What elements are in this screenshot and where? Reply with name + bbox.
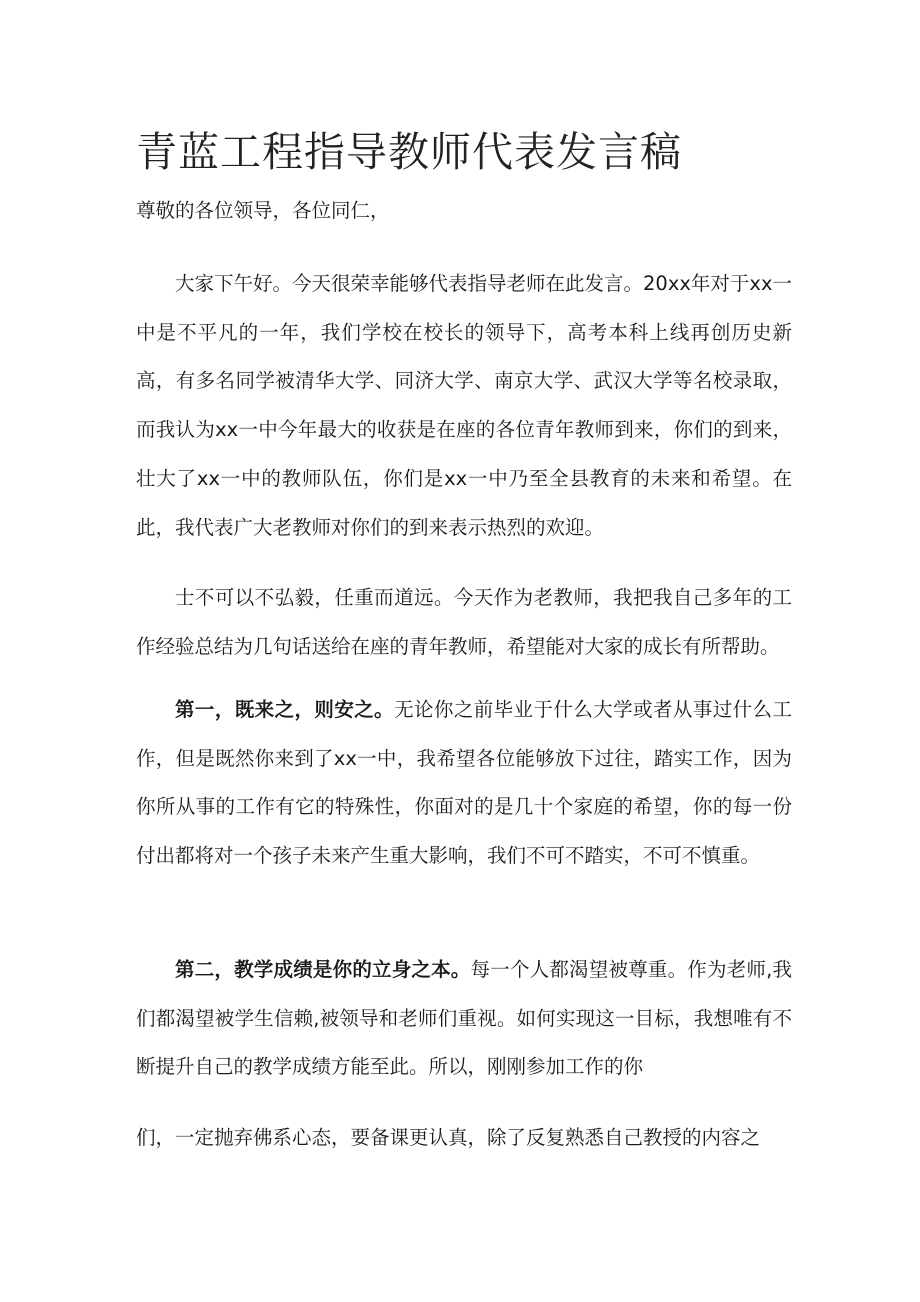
- paragraph-body: 大家下午好。今天很荣幸能够代表指导老师在此发言。20xx年对于xx一中是不平凡的一年，我们学校在校长的领导下，高考本科上线再创历史新高，有多名同学被清华大学、同济大学、南京大学、武汉大学等名校录取，而我认为xx一中今年最大的收获是在座的各位青年教师到来，你们的到来，壮大了xx一中的教师队伍，你们是xx一中乃至全县教育的未来和希望。在此，我代表广大老教师对你们的到来表示热烈的欢迎。: [136, 272, 792, 539]
- paragraph-body: 士不可以不弘毅，任重而道远。今天作为老教师，我把我自己多年的工作经验总结为几句话送给在座的青年教师，希望能对大家的成长有所帮助。: [136, 586, 792, 658]
- paragraph-point-two: [136, 946, 792, 1092]
- paragraph-body: 们，一定抛弃佛系心态，要备课更认真，除了反复熟悉自己教授的内容之: [136, 1126, 761, 1149]
- paragraph-body: 每一个人都渴望被尊重。作为老师,我们都渴望被学生信赖,被领导和老师们重视。如何实现这一目标，我想唯有不断提升自己的教学成绩方能至此。所以，刚刚参加工作的你: [136, 958, 792, 1079]
- salutation: 尊敬的各位领导，各位同仁，: [136, 199, 390, 222]
- paragraph-point-one: [136, 686, 792, 881]
- document-title: 青蓝工程指导教师代表发言稿: [136, 128, 682, 176]
- paragraph-intro: [136, 574, 792, 671]
- paragraph-body: 无论你之前毕业于什么大学或者从事过什么工作，但是既然你来到了xx一中，我希望各位能够放下过往，踏实工作，因为你所从事的工作有它的特殊性，你面对的是几十个家庭的希望，你的每一份付出都将对一个孩子未来产生重大影响，我们不可不踏实，不可不慎重。: [136, 698, 792, 868]
- paragraph-continuation: [136, 1114, 792, 1163]
- paragraph-lead: 第一，既来之，则安之。: [175, 698, 395, 721]
- paragraph-lead: 第二，教学成绩是你的立身之本。: [175, 958, 471, 981]
- paragraph-greeting: [136, 260, 792, 552]
